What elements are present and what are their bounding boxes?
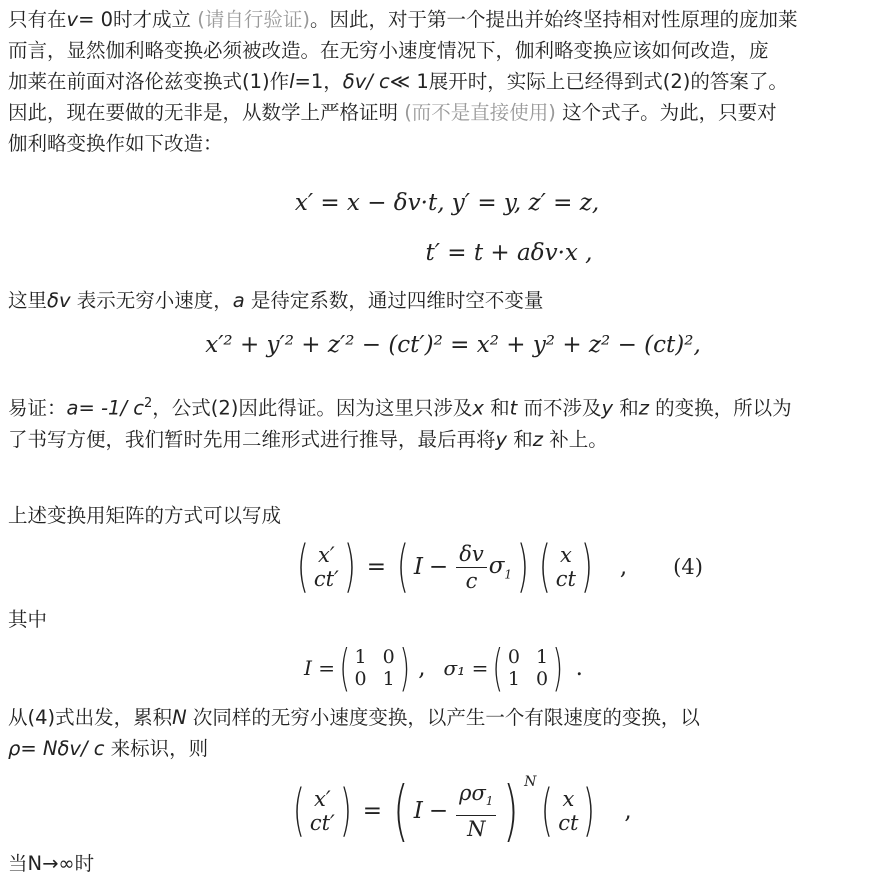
period: . xyxy=(575,655,583,681)
fraction-rho-sigma-N: $\frac{\rho\sigma_1}{N}$ xyxy=(456,780,496,841)
paren-right: ) xyxy=(580,534,593,599)
paren-right: ) xyxy=(583,778,596,843)
equals-sign: = xyxy=(362,798,382,824)
math-var: z xyxy=(638,396,649,420)
vector-unprimed: x ct xyxy=(558,787,579,835)
paragraph-line xyxy=(8,4,870,35)
equation-text: t′ = t + aδv·x , xyxy=(425,240,593,266)
identity-label: I = xyxy=(304,656,336,680)
sigma-label: σ₁ = xyxy=(443,656,489,680)
paren-left: ( xyxy=(492,639,504,697)
text-span: = 0时才成立 xyxy=(78,8,198,31)
aside-note: (而不是直接使用) xyxy=(404,101,556,124)
minus-sign: − xyxy=(428,554,449,580)
math-var: x xyxy=(472,396,484,420)
text-span: 来标识，则 xyxy=(104,737,209,760)
math-sup: 2 xyxy=(143,396,153,411)
paragraph-line xyxy=(8,733,870,764)
paragraph-line xyxy=(8,702,870,733)
text-span: 从(4)式出发，累积 xyxy=(8,706,173,729)
paren-right: ) xyxy=(399,639,410,697)
paragraph-line xyxy=(8,35,870,66)
article-body-3 xyxy=(8,388,870,455)
equation-text: x′² + y′² + z′² − (ct′)² = x² + y² + z² − (ct)², xyxy=(205,332,701,358)
text-span: 当N→∞时 xyxy=(8,852,95,875)
paren-left: ( xyxy=(292,778,305,843)
paragraph-line xyxy=(8,285,870,316)
paragraph-line xyxy=(8,500,870,531)
paragraph-line xyxy=(8,424,870,455)
text-span: 易证： xyxy=(8,396,67,420)
article-body-2 xyxy=(8,285,870,316)
paren-right: ) xyxy=(339,778,352,843)
exponent-N: N xyxy=(524,774,537,790)
equation-galilean-t xyxy=(0,240,878,266)
paren-left: ( xyxy=(339,639,351,697)
paren-right: ) xyxy=(503,772,520,849)
paren-right: ) xyxy=(343,534,356,599)
sigma-symbol: $\sigma_1$ xyxy=(488,552,513,582)
paragraph-line xyxy=(8,66,870,97)
paren-right: ) xyxy=(552,639,564,697)
text-span: 只有在 xyxy=(8,8,67,31)
text-span: 其中 xyxy=(8,608,48,631)
vector-primed: x′ ct′ xyxy=(309,787,335,835)
text-span: ，公式(2)因此得证。因为这里只涉及 xyxy=(152,396,473,420)
text-span: 次同样的无穷小速度变换，以产生一个有限速度的变换，以 xyxy=(186,706,700,729)
text-span: 是待定系数，通过四维时空不变量 xyxy=(244,289,544,312)
math-var: N xyxy=(172,706,187,729)
paragraph-line xyxy=(8,97,870,128)
equation-matrix-4 xyxy=(292,536,703,598)
paragraph-line xyxy=(8,604,870,635)
text-span: 这里 xyxy=(8,289,48,312)
math-var: δv/ c xyxy=(342,70,390,93)
text-span: 和 xyxy=(613,396,639,420)
aside-note: (请自行验证) xyxy=(197,8,310,31)
text-span: 加莱在前面对洛伦兹变换式(1)作 xyxy=(8,70,290,93)
text-span: 伽利略变换作如下改造： xyxy=(8,132,223,155)
sigma-matrix: 0 1 1 0 xyxy=(507,646,549,690)
math-var: l xyxy=(289,70,295,93)
text-span: 和 xyxy=(507,427,533,451)
article-body-7 xyxy=(8,848,870,879)
paren-left: ( xyxy=(393,772,409,849)
article-body-5 xyxy=(8,604,870,635)
text-span: 而不涉及 xyxy=(517,396,602,420)
paren-left: ( xyxy=(296,534,309,599)
math-var: v xyxy=(66,8,79,31)
fraction-dv-c: $\frac{\delta v}{c}$ xyxy=(456,541,487,594)
article-body-4 xyxy=(8,500,870,531)
equation-comma: , xyxy=(619,554,628,580)
math-var: z xyxy=(532,427,544,451)
minus-sign: − xyxy=(428,798,449,824)
equation-comma: , xyxy=(624,798,632,824)
identity-symbol: I xyxy=(413,554,423,580)
text-span: 上述变换用矩阵的方式可以写成 xyxy=(8,504,282,527)
equation-matrices xyxy=(304,640,583,696)
math-var: t xyxy=(509,396,518,420)
equation-accumulated xyxy=(288,772,632,850)
equation-galilean-x xyxy=(0,190,878,216)
paren-left: ( xyxy=(538,534,551,599)
vector-primed: x′ ct′ xyxy=(313,543,339,591)
text-span: 这个式子。为此，只要对 xyxy=(555,101,777,124)
text-span: 而言，显然伽利略变换必须被改造。在无穷小速度情况下，伽利略变换应该如何改造，庞 xyxy=(8,39,769,62)
identity-matrix: 1 0 0 1 xyxy=(354,646,395,690)
text-span: =1， xyxy=(294,70,343,93)
article-body-6 xyxy=(8,702,870,764)
identity-symbol: I xyxy=(413,798,423,824)
text-span: ≪ 1展开时，实际上已经得到式(2)的答案了。 xyxy=(389,70,788,93)
equals-sign: = xyxy=(366,554,386,580)
math-var: δv xyxy=(47,289,71,312)
paren-left: ( xyxy=(541,778,554,843)
equation-text: x′ = x − δv·t, y′ = y, z′ = z, xyxy=(294,190,600,216)
vector-unprimed: x ct xyxy=(555,543,576,591)
paragraph-line xyxy=(8,388,870,424)
math-var: y xyxy=(495,427,508,451)
text-span: 了书写方便，我们暂时先用二维形式进行推导，最后再将 xyxy=(8,427,496,451)
math-var: a xyxy=(232,289,245,312)
text-span: 因此，现在要做的无非是，从数学上严格证明 xyxy=(8,101,405,124)
paragraph-line xyxy=(8,848,870,879)
separator-comma: , xyxy=(418,655,426,681)
text-span: 的变换，所以为 xyxy=(648,396,792,420)
equation-number: (4) xyxy=(673,555,703,579)
math-var: ρ= Nδv/ c xyxy=(8,737,105,760)
text-span: 补上。 xyxy=(543,427,608,451)
text-span: 和 xyxy=(483,396,510,420)
article-body xyxy=(8,4,870,159)
paren-right: ) xyxy=(516,534,530,599)
text-span: 表示无穷小速度， xyxy=(70,289,233,312)
paren-left: ( xyxy=(396,534,409,599)
math-var: y xyxy=(601,396,613,420)
math-var: a= -1/ c xyxy=(66,396,144,420)
paragraph-line xyxy=(8,128,870,159)
text-span: 。因此，对于第一个提出并始终坚持相对性原理的庞加莱 xyxy=(309,8,798,31)
equation-invariant xyxy=(0,332,878,358)
